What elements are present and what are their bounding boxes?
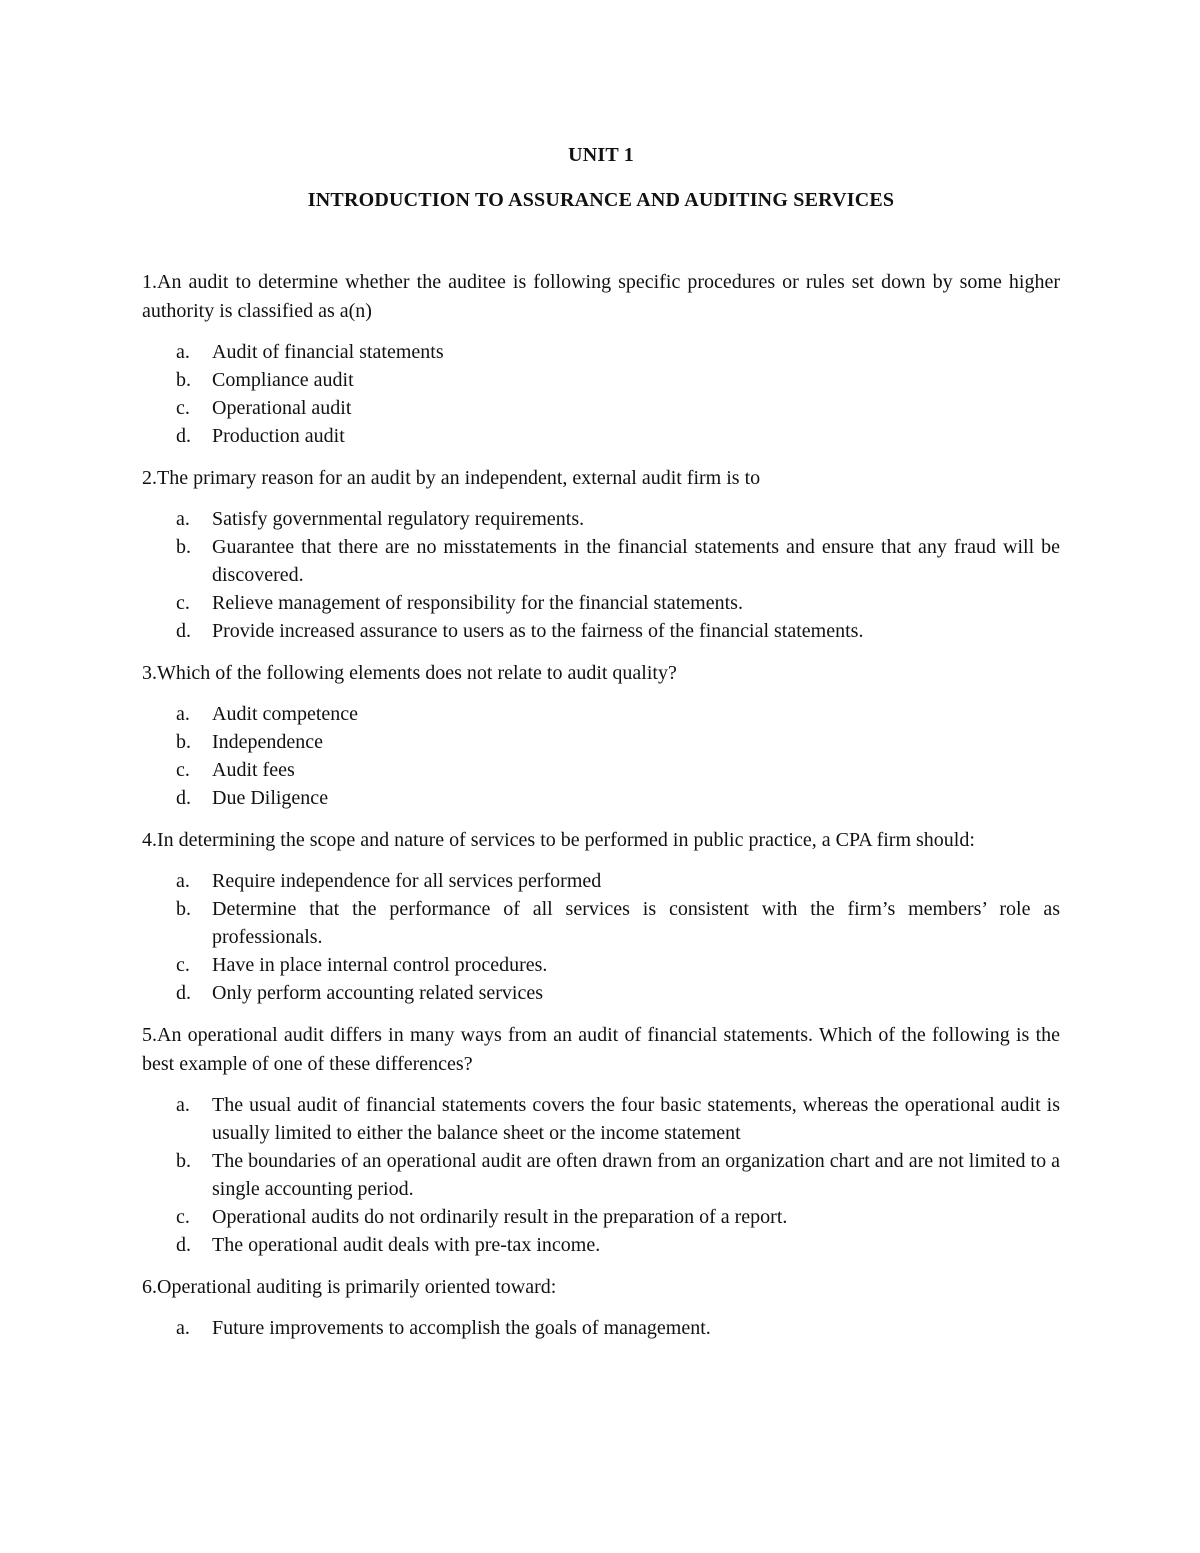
option-text: The usual audit of financial statements covers the four basic statements, whereas the operational audit is usually limited to either the balance sheet or the income statement: [212, 1094, 1060, 1144]
question-text: 2.The primary reason for an audit by an independent, external audit firm is to: [142, 467, 761, 489]
question-1: [142, 268, 1060, 450]
option-text: Operational audits do not ordinarily result in the preparation of a report.: [212, 1206, 788, 1228]
option-text: Guarantee that there are no misstatements in the financial statements and ensure that any fraud will be discovered.: [212, 536, 1060, 586]
option-text: Future improvements to accomplish the goals of management.: [212, 1317, 711, 1339]
option-item: [176, 505, 1060, 533]
option-text: Compliance audit: [212, 369, 354, 391]
option-letter: c.: [176, 1206, 190, 1228]
option-text: Audit of financial statements: [212, 341, 444, 363]
option-text: Independence: [212, 731, 324, 753]
option-list: [142, 700, 1060, 812]
option-item: [176, 1231, 1060, 1259]
option-item: [176, 895, 1060, 951]
option-letter: b.: [176, 536, 191, 558]
option-text: Production audit: [212, 425, 345, 447]
question-5: [142, 1021, 1060, 1259]
option-text: Relieve management of responsibility for the financial statements.: [212, 592, 743, 614]
option-list: [142, 1091, 1060, 1259]
option-letter: b.: [176, 731, 191, 753]
unit-title: UNIT 1: [568, 144, 634, 166]
option-letter: c.: [176, 592, 190, 614]
option-list: [142, 867, 1060, 1007]
option-letter: d.: [176, 1234, 191, 1256]
question-text: 5.An operational audit differs in many ways from an audit of financial statements. Which of the following is the best example of one of these differences?: [142, 1024, 1060, 1075]
question-list: [142, 268, 1060, 1342]
option-list: [142, 1314, 1060, 1342]
option-item: [176, 394, 1060, 422]
option-item: [176, 756, 1060, 784]
question-6: [142, 1273, 1060, 1342]
option-item: [176, 700, 1060, 728]
option-letter: c.: [176, 954, 190, 976]
question-text: 3.Which of the following elements does not relate to audit quality?: [142, 662, 677, 684]
option-item: [176, 951, 1060, 979]
option-letter: d.: [176, 982, 191, 1004]
option-text: Determine that the performance of all services is consistent with the firm’s members’ role as professionals.: [212, 898, 1060, 948]
option-text: Provide increased assurance to users as to the fairness of the financial statements.: [212, 620, 864, 642]
option-letter: a.: [176, 508, 190, 530]
option-item: [176, 1203, 1060, 1231]
option-item: [176, 979, 1060, 1007]
option-item: [176, 728, 1060, 756]
option-letter: b.: [176, 369, 191, 391]
option-text: Have in place internal control procedures.: [212, 954, 548, 976]
option-letter: a.: [176, 341, 190, 363]
option-letter: d.: [176, 425, 191, 447]
option-letter: d.: [176, 620, 191, 642]
option-text: Operational audit: [212, 397, 352, 419]
question-text: 4.In determining the scope and nature of services to be performed in public practice, a CPA firm should:: [142, 829, 975, 851]
option-item: [176, 533, 1060, 589]
option-letter: a.: [176, 1094, 190, 1116]
option-letter: a.: [176, 1317, 190, 1339]
option-item: [176, 1091, 1060, 1147]
option-item: [176, 784, 1060, 812]
option-item: [176, 1314, 1060, 1342]
question-4: [142, 826, 1060, 1007]
question-3: [142, 659, 1060, 812]
question-text: 6.Operational auditing is primarily oriented toward:: [142, 1276, 557, 1298]
option-letter: a.: [176, 703, 190, 725]
option-text: The boundaries of an operational audit are often drawn from an organization chart and are not limited to a single accounting period.: [212, 1150, 1060, 1200]
document-subtitle: INTRODUCTION TO ASSURANCE AND AUDITING SERVICES: [307, 189, 895, 211]
option-text: The operational audit deals with pre-tax income.: [212, 1234, 601, 1256]
question-2: [142, 464, 1060, 645]
option-item: [176, 1147, 1060, 1203]
option-list: [142, 505, 1060, 645]
option-letter: c.: [176, 759, 190, 781]
option-letter: c.: [176, 397, 190, 419]
option-list: [142, 338, 1060, 450]
question-text: 1.An audit to determine whether the auditee is following specific procedures or rules set down by some higher authority is classified as a(n): [142, 271, 1060, 322]
option-letter: b.: [176, 1150, 191, 1172]
option-letter: d.: [176, 787, 191, 809]
option-text: Satisfy governmental regulatory requirements.: [212, 508, 585, 530]
option-letter: a.: [176, 870, 190, 892]
option-text: Audit fees: [212, 759, 295, 781]
option-text: Audit competence: [212, 703, 359, 725]
option-item: [176, 422, 1060, 450]
option-item: [176, 338, 1060, 366]
option-text: Only perform accounting related services: [212, 982, 543, 1004]
option-item: [176, 867, 1060, 895]
option-item: [176, 617, 1060, 645]
option-text: Due Diligence: [212, 787, 329, 809]
option-letter: b.: [176, 898, 191, 920]
option-text: Require independence for all services performed: [212, 870, 602, 892]
option-item: [176, 366, 1060, 394]
option-item: [176, 589, 1060, 617]
